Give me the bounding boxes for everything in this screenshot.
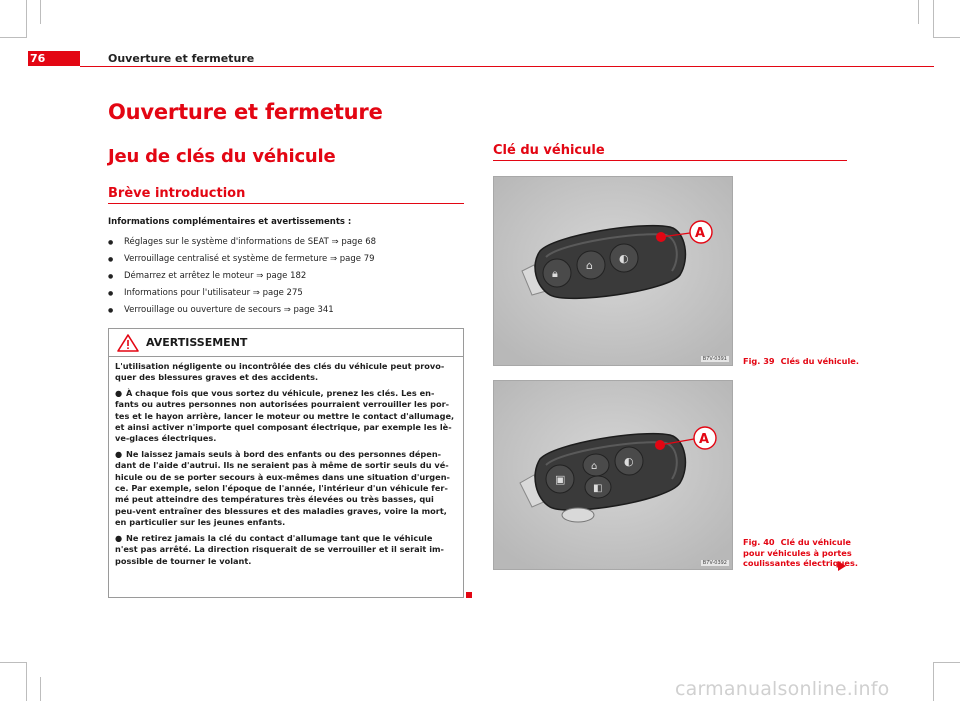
crop-mark bbox=[26, 662, 27, 701]
right-section-title: Clé du véhicule bbox=[493, 143, 605, 158]
section-title: Jeu de clés du véhicule bbox=[108, 146, 336, 167]
figure-caption: Fig. 40 Clé du véhicule pour véhicules à portes coulissantes électriques. bbox=[743, 537, 858, 568]
subsection-rule bbox=[108, 203, 464, 204]
crop-mark bbox=[933, 662, 934, 701]
warning-header bbox=[109, 329, 463, 357]
list-item[interactable]: ● Verrouillage centralisé et système de fermeture ⇒ page 79 bbox=[108, 251, 464, 268]
svg-text:▣: ▣ bbox=[555, 473, 566, 486]
figure-key-image bbox=[493, 380, 733, 570]
warning-bullet: ● À chaque fois que vous sortez du véhicule, prenez les clés. Les en-fants ou autres personnes non autorisées pourraient verrouiller les por-tes et le hayon arrière, lancer le moteur ou mettre le contact d'allumage, et ainsi activer n'importe quel composant électrique, par exemple les lè-ve-glaces électriques. bbox=[115, 387, 455, 444]
list-item[interactable]: ● Démarrez et arrêtez le moteur ⇒ page 182 bbox=[108, 268, 464, 285]
svg-text:◐: ◐ bbox=[619, 252, 629, 265]
header-rule bbox=[80, 66, 934, 67]
crop-mark bbox=[0, 662, 26, 663]
figure-key-image bbox=[493, 176, 733, 366]
crop-mark bbox=[0, 37, 26, 38]
warning-box bbox=[108, 328, 464, 598]
crop-mark bbox=[933, 37, 960, 38]
figure-caption: Fig. 39 Clés du véhicule. bbox=[743, 356, 859, 366]
reference-list bbox=[108, 234, 464, 319]
running-header: Ouverture et fermeture bbox=[108, 52, 255, 65]
key-illustration bbox=[494, 381, 732, 569]
warning-bullet: ● Ne laissez jamais seuls à bord des enfants ou des personnes dépen-dant de l'aide d'autrui. Ils ne seraient pas à même de sortir seuls du vé-hicule ou de se porter secours à eux-mêmes dans une situation d'urgen-ce. Par exemple, selon l'époque de l'année, l'intérieur d'un véhicule fer-mé peut atteindre des températures très élevées ou très basses, qui peu-vent entraîner des blessures et des maladies graves, voire la mort, en particulier sur les jeunes enfants. bbox=[115, 448, 450, 528]
figure-label: A bbox=[699, 432, 710, 447]
figure-code: B7V-0391 bbox=[702, 356, 727, 362]
svg-text:⌂: ⌂ bbox=[586, 259, 593, 272]
crop-mark bbox=[933, 0, 934, 38]
figure-label: A bbox=[695, 226, 706, 241]
subsection-title: Brève introduction bbox=[108, 186, 246, 201]
crop-mark bbox=[26, 0, 27, 38]
chapter-title: Ouverture et fermeture bbox=[108, 100, 383, 124]
figure-code: B7V-0392 bbox=[702, 560, 727, 566]
watermark: carmanualsonline.info bbox=[675, 678, 890, 700]
page-number: 76 bbox=[30, 52, 46, 65]
key-illustration bbox=[494, 177, 732, 365]
warning-triangle-icon bbox=[117, 334, 139, 352]
warning-body bbox=[109, 357, 463, 567]
warning-paragraph: L'utilisation négligente ou incontrôlée des clés du véhicule peut provo-quer des blessures graves et des accidents. bbox=[115, 361, 445, 383]
svg-text:🔒︎: 🔒︎ bbox=[552, 267, 558, 280]
crop-mark bbox=[40, 677, 41, 701]
svg-text:⌂: ⌂ bbox=[591, 461, 598, 472]
crop-mark bbox=[933, 662, 960, 663]
crop-mark bbox=[918, 0, 919, 24]
right-section-rule bbox=[493, 160, 847, 161]
list-item[interactable]: ● Informations pour l'utilisateur ⇒ page 275 bbox=[108, 285, 464, 302]
continue-arrow-icon bbox=[838, 561, 846, 571]
crop-mark bbox=[40, 0, 41, 24]
end-of-section-mark bbox=[466, 592, 472, 598]
warning-bullet: ● Ne retirez jamais la clé du contact d'allumage tant que le véhicule n'est pas arrêté. La direction risquerait de se verrouiller et il serait im-possible de tourner le volant. bbox=[115, 532, 444, 566]
list-item[interactable]: ● Réglages sur le système d'informations de SEAT ⇒ page 68 bbox=[108, 234, 464, 251]
intro-text: Informations complémentaires et avertissements : bbox=[108, 217, 352, 227]
warning-title: AVERTISSEMENT bbox=[146, 336, 248, 349]
svg-text:◐: ◐ bbox=[624, 455, 634, 468]
svg-text:◧: ◧ bbox=[593, 483, 603, 494]
list-item[interactable]: ● Verrouillage ou ouverture de secours ⇒ page 341 bbox=[108, 302, 464, 319]
